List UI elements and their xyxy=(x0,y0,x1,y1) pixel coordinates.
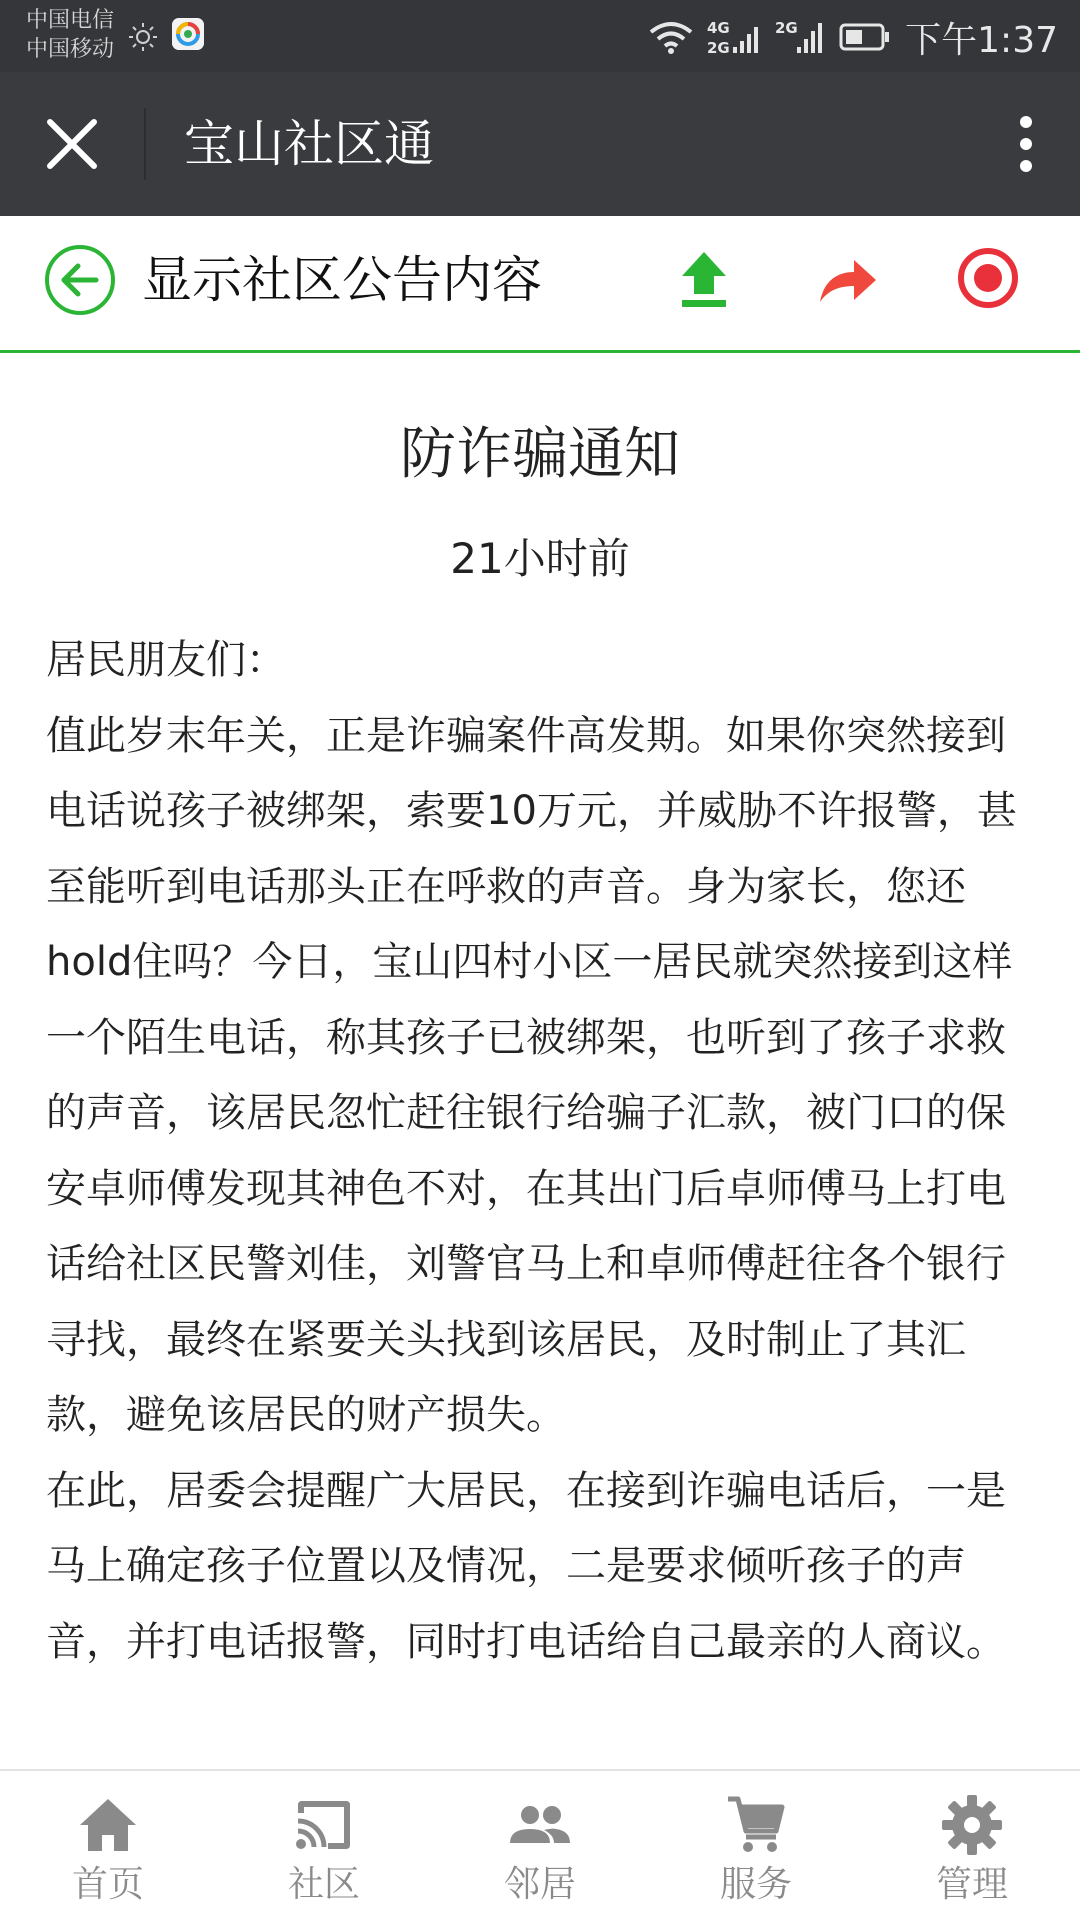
tab-neighbors[interactable] xyxy=(432,1771,648,1922)
signal-4g-icon xyxy=(707,17,761,57)
status-bar xyxy=(0,0,1080,72)
article-body xyxy=(46,623,1038,1680)
home-icon xyxy=(76,1793,140,1857)
tab-label: 首页 xyxy=(71,1864,144,1905)
page-title: 显示社区公告内容 xyxy=(142,251,542,309)
close-icon[interactable] xyxy=(36,108,108,180)
tab-home[interactable] xyxy=(0,1771,216,1922)
record-icon[interactable] xyxy=(956,246,1020,310)
signal-label-2g: 2G xyxy=(707,39,730,57)
tab-label: 邻居 xyxy=(503,1864,576,1905)
app-icon xyxy=(172,18,204,50)
status-time: 下午1:37 xyxy=(905,19,1058,61)
battery-icon xyxy=(839,22,891,52)
tab-label: 管理 xyxy=(935,1864,1008,1905)
tab-label: 服务 xyxy=(719,1864,792,1905)
status-right xyxy=(649,12,1058,62)
people-icon xyxy=(508,1793,572,1857)
article-content xyxy=(0,353,1080,1769)
app-title: 宝山社区通 xyxy=(184,115,434,173)
cast-icon xyxy=(292,1793,356,1857)
carrier-1: 中国电信 xyxy=(26,8,115,33)
carrier-names xyxy=(26,6,114,64)
gear-icon xyxy=(940,1793,1004,1857)
article-paragraph: 在此，居委会提醒广大居民，在接到诈骗电话后，一是马上确定孩子位置以及情况，二是要求倾听孩子的声音，并打电话报警，同时打电话给自己最亲的人商议。 xyxy=(46,1467,1006,1665)
toolbar xyxy=(0,216,1080,353)
carrier-2: 中国移动 xyxy=(26,37,115,62)
upload-icon[interactable] xyxy=(676,248,732,312)
signal-2g-icon xyxy=(775,17,825,57)
bottom-tab-bar xyxy=(0,1769,1080,1922)
article-paragraph: 居民朋友们： xyxy=(46,637,286,683)
tab-label: 社区 xyxy=(287,1864,360,1905)
title-divider xyxy=(144,108,146,180)
back-arrow-icon[interactable] xyxy=(44,244,116,316)
signal-label-4g: 4G xyxy=(707,19,730,37)
article-time: 21小时前 xyxy=(450,534,630,583)
article-paragraph: 值此岁末年关，正是诈骗案件高发期。如果你突然接到电话说孩子被绑架，索要10万元，并威胁不许报警，甚至能听到电话那头正在呼救的声音。身为家长，您还hold住吗？今日，宝山四村小区一居民就突然接到这样一个陌生电话，称其孩子已被绑架，也听到了孩子求救的声音，该居民忽忙赶往银行给骗子汇款，被门口的保安卓师傅发现其神色不对，在其出门后卓师傅马上打电话给社区民警刘佳，刘警官马上和卓师傅赶往各个银行寻找，最终在紧要关头找到该居民，及时制止了其汇款，避免该居民的财产损失。 xyxy=(46,712,1017,1438)
wifi-icon xyxy=(649,20,693,54)
title-bar xyxy=(0,72,1080,216)
tab-management[interactable] xyxy=(864,1771,1080,1922)
article-title: 防诈骗通知 xyxy=(400,422,680,487)
cart-icon xyxy=(724,1793,788,1857)
more-vertical-icon[interactable] xyxy=(1006,112,1046,176)
tab-services[interactable] xyxy=(648,1771,864,1922)
tab-community[interactable] xyxy=(216,1771,432,1922)
sun-icon xyxy=(128,22,158,52)
signal-label-2g-b: 2G xyxy=(775,19,798,37)
share-icon[interactable] xyxy=(816,250,880,310)
